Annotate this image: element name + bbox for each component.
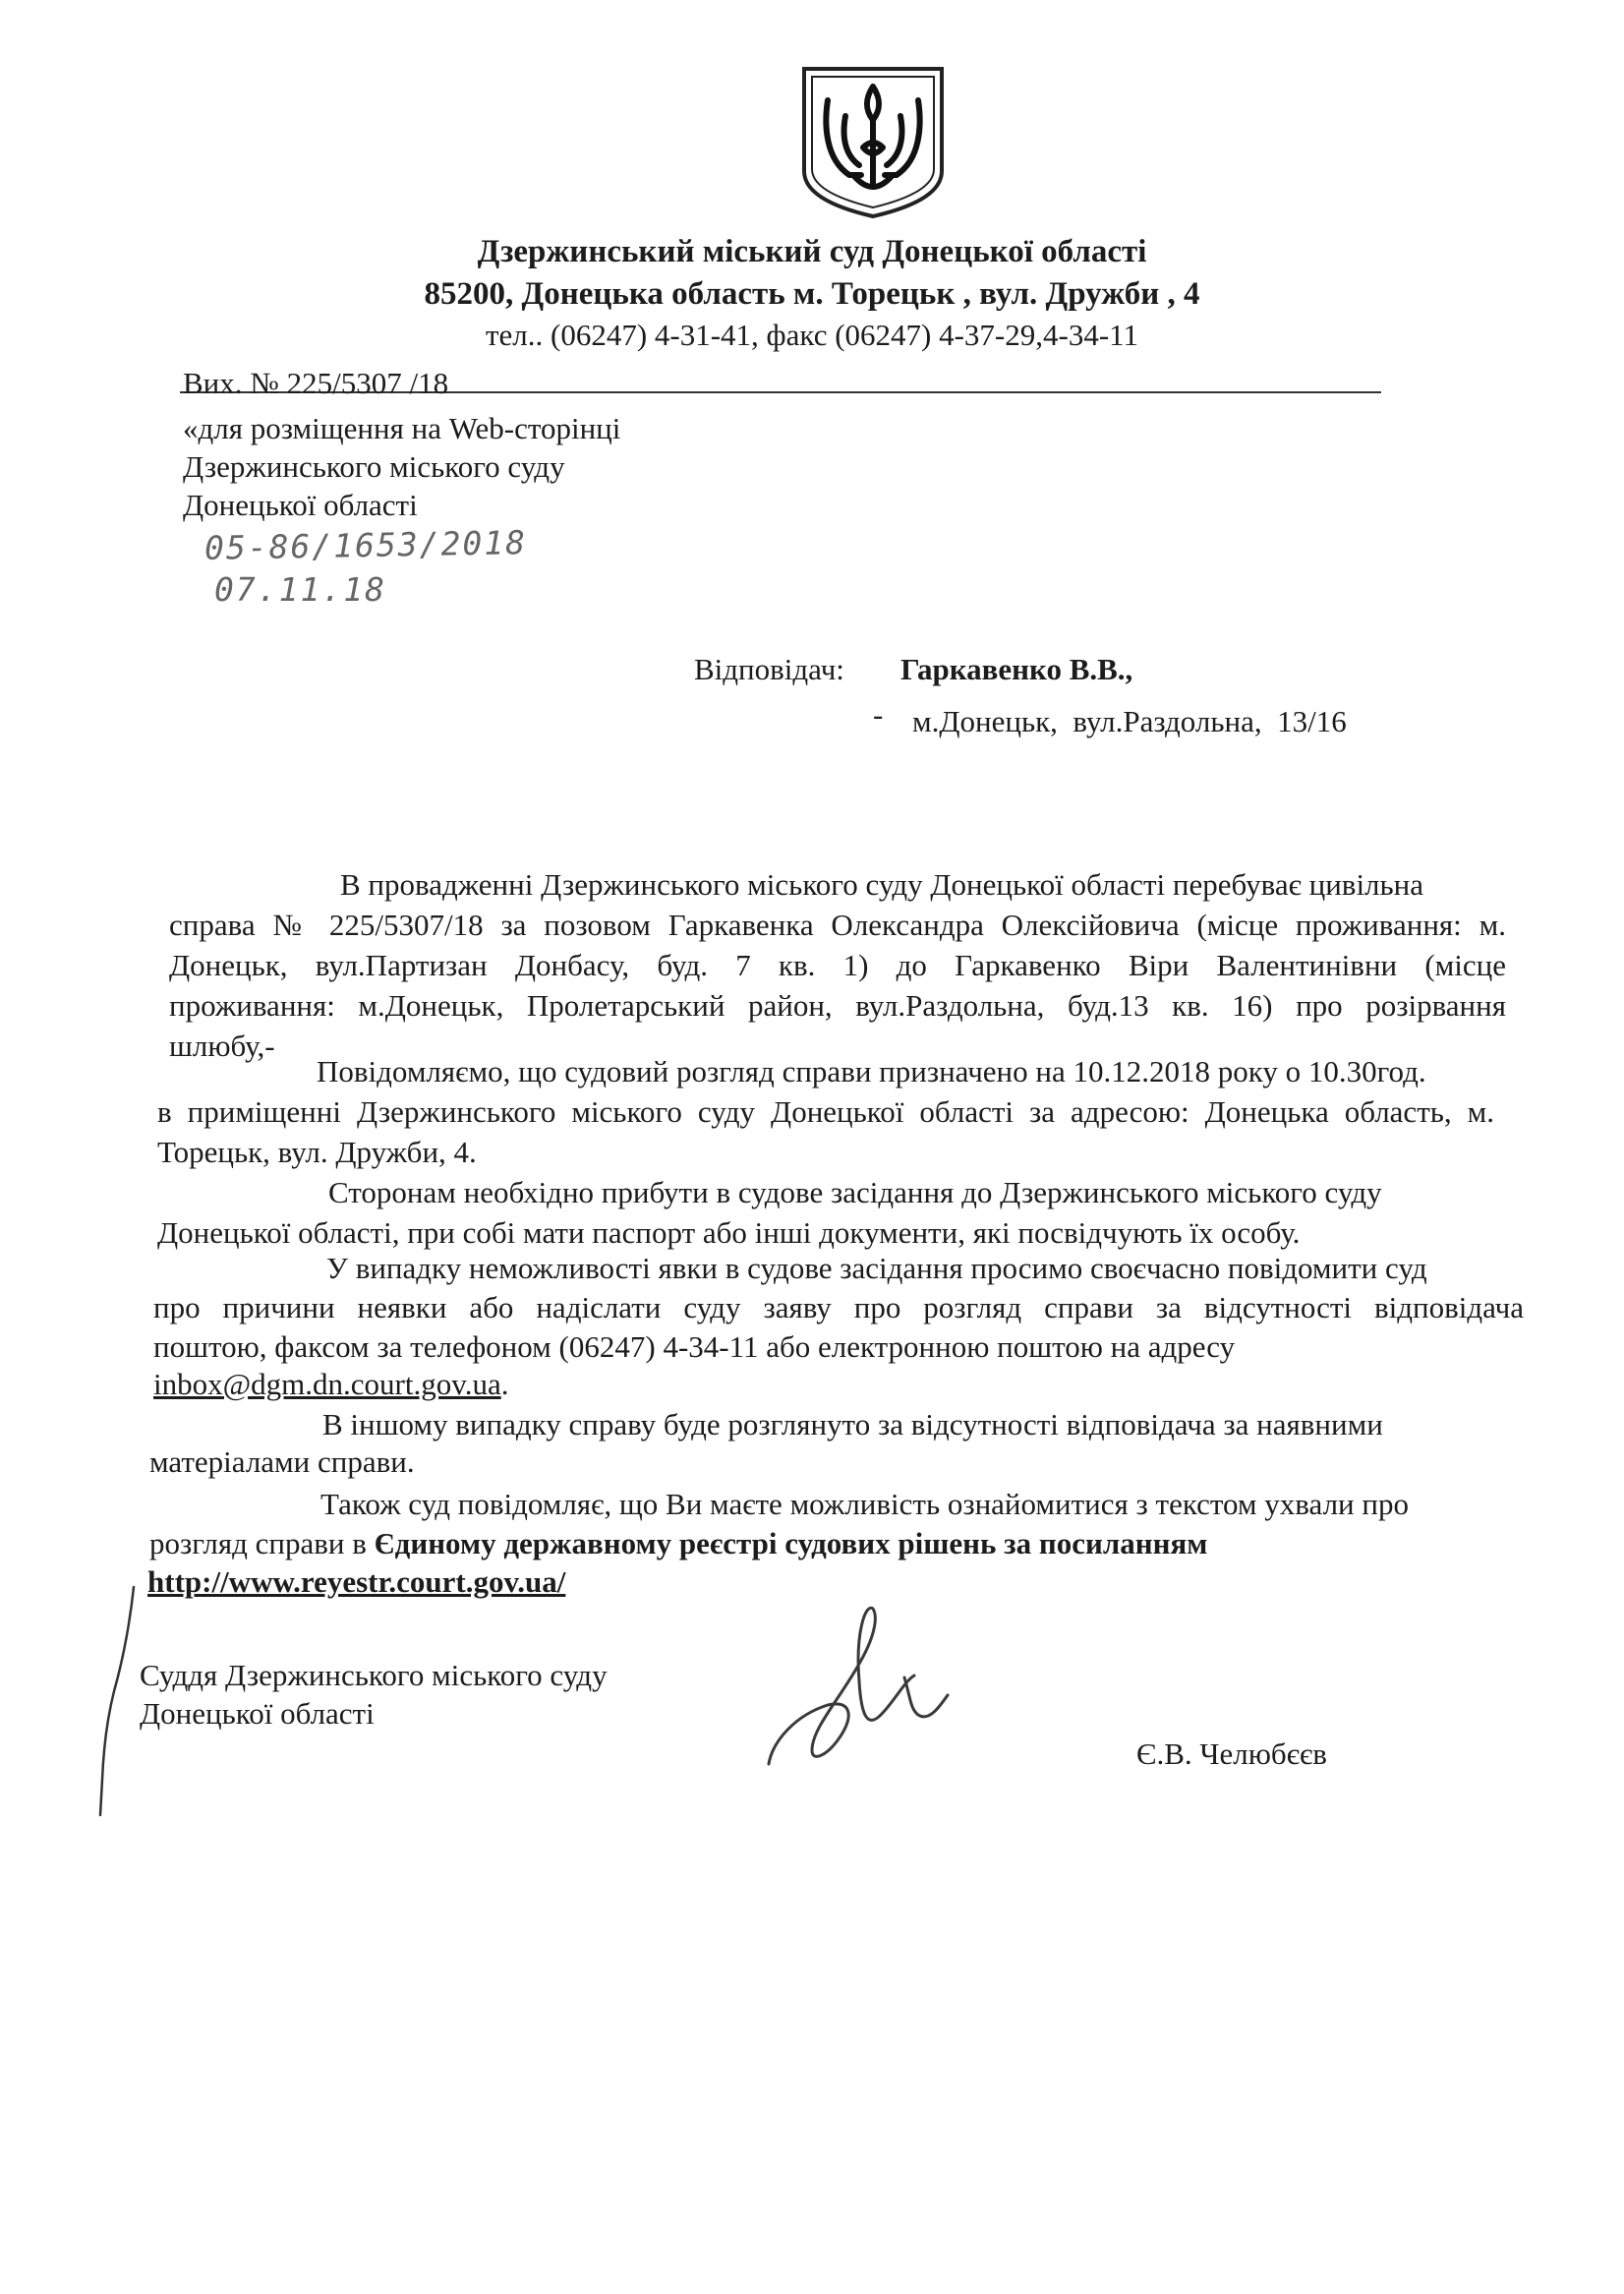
body-p2-line-3: Торецьк, вул. Дружби, 4. — [157, 1135, 477, 1169]
body-p3-line-1: Сторонам необхідно прибути в судове засідання до Дзержинського міського суду — [328, 1175, 1382, 1209]
signature-title-line-2: Донецької області — [140, 1696, 375, 1731]
body-p4-end: . — [500, 1367, 509, 1401]
signature-title-line-1: Суддя Дзержинського міського суду — [140, 1658, 608, 1692]
body-p2-line-1: Повідомляємо, що судовий розгляд справи призначено на 10.12.2018 року о 10.30год. — [317, 1054, 1426, 1088]
outgoing-line-2: Дзержинського міського суду — [183, 449, 565, 484]
body-p1-line-3: Донецьк, вул.Партизан Донбасу, буд. 7 кв. 1) до Гаркавенко Віри Валентинівни (місце — [169, 948, 1506, 982]
registry-name: Єдиному державному реєстрі судових рішень за посиланням — [374, 1526, 1208, 1560]
addressee-name: Гаркавенко В.В., — [900, 652, 1133, 686]
court-address: 85200, Донецька область м. Торецьк , вул. Дружби , 4 — [424, 276, 1200, 312]
body-p4-line-3: поштою, факсом за телефоном (06247) 4-34-11 або електронною поштою на адресу — [153, 1329, 1236, 1364]
court-name: Дзержинський міський суд Донецької області — [477, 234, 1147, 269]
body-p4-line-1: У випадку неможливості явки в судове засідання просимо своєчасно повідомити суд — [326, 1251, 1427, 1285]
registry-link[interactable]: http://www.reyestr.court.gov.ua/ — [147, 1564, 566, 1599]
body-p5-line-1: В іншому випадку справу буде розглянуто за відсутності відповідача за наявними — [322, 1407, 1383, 1441]
coat-of-arms-emblem — [798, 65, 948, 220]
body-p1-line-2: справа № 225/5307/18 за позовом Гаркавенка Олександра Олексійовича (місце проживання: м. — [169, 908, 1506, 942]
body-p3-line-2: Донецької області, при собі мати паспорт або інші документи, які посвідчують їх особу. — [157, 1215, 1301, 1250]
body-p2-line-2: в приміщенні Дзержинського міського суду Донецької області за адресою: Донецька область, м. — [157, 1094, 1494, 1129]
outgoing-line-1: «для розміщення на Web-сторінці — [183, 411, 621, 445]
court-email-link[interactable]: inbox@dgm.dn.court.gov.ua — [153, 1367, 501, 1401]
body-p1-line-4: проживання: м.Донецьк, Пролетарський район, вул.Раздольна, буд.13 кв. 16) про розірвання — [169, 988, 1506, 1023]
body-p5-line-2: матеріалами справи. — [149, 1444, 415, 1479]
body-p6-line-2 — [149, 1523, 1486, 1564]
outgoing-number: Вих. № 225/5307 /18 — [183, 366, 449, 400]
body-p4-line-2: про причини неявки або надіслати суду заяву про розгляд справи за відсутності відповідача — [153, 1290, 1524, 1324]
body-p4-email-line — [153, 1364, 1490, 1405]
body-p1-line-5: шлюбу,- — [169, 1029, 275, 1063]
court-phones: тел.. (06247) 4-31-41, факс (06247) 4-37-29,4-34-11 — [485, 318, 1138, 352]
handwritten-signature — [757, 1593, 963, 1770]
handwritten-reg-number: 05-86/1653/2018 — [203, 523, 528, 567]
body-p6-line-2-start: розгляд справи в — [149, 1526, 375, 1560]
addressee-address: м.Донецьк, вул.Раздольна, 13/16 — [912, 704, 1347, 738]
addressee-label: Відповідач: — [694, 652, 844, 686]
judge-name: Є.В. Челюбєєв — [1136, 1736, 1327, 1771]
body-p6-line-1: Також суд повідомляє, що Ви маєте можливість ознайомитися з текстом ухвали про — [320, 1487, 1409, 1521]
addressee-dash: - — [873, 697, 884, 732]
body-p1-line-1: В провадженні Дзержинського міського суду Донецької області перебуває цивільна — [340, 867, 1424, 902]
handwritten-date: 07.11.18 — [214, 570, 386, 609]
margin-pen-stroke — [79, 1583, 147, 1819]
outgoing-line-3: Донецької області — [183, 488, 418, 522]
